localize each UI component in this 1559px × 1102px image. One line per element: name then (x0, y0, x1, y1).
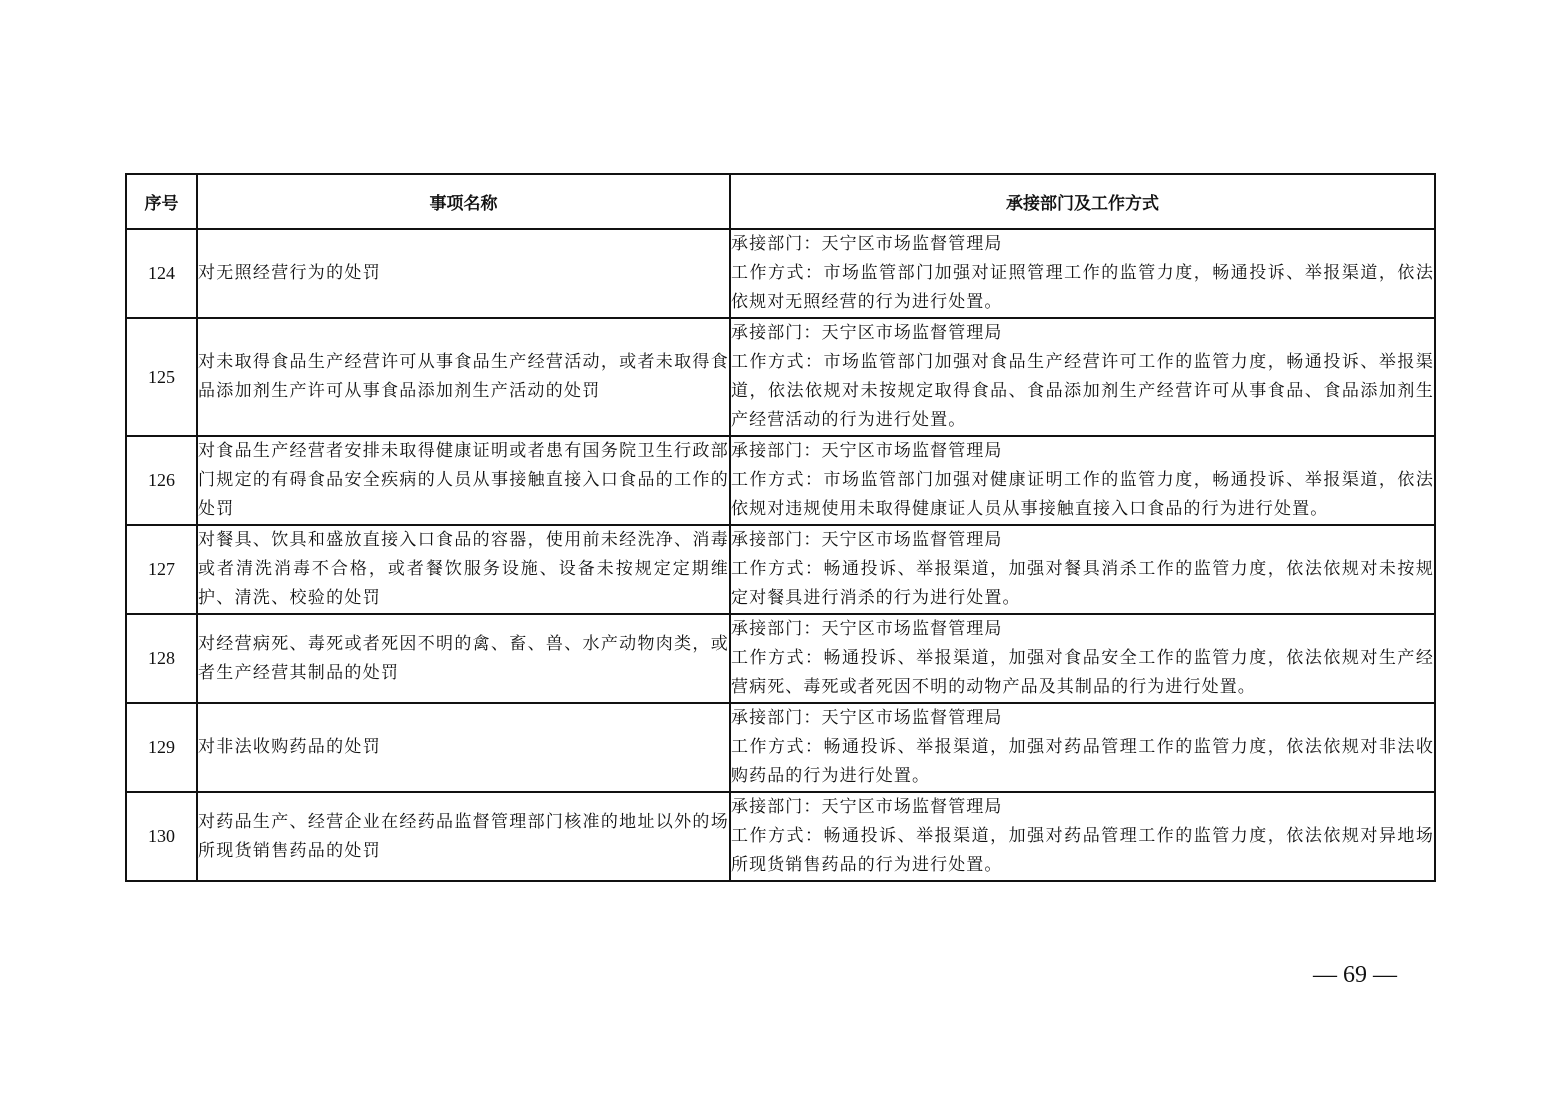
row-dept: 承接部门：天宁区市场监督管理局 (731, 530, 1003, 550)
table-row (126, 229, 1435, 318)
row-dept: 承接部门：天宁区市场监督管理局 (731, 323, 1003, 343)
table-row (126, 436, 1435, 525)
header-num: 序号 (126, 174, 197, 229)
table-row (126, 318, 1435, 436)
row-dept-cell (730, 614, 1435, 703)
table-row (126, 614, 1435, 703)
table-row (126, 525, 1435, 614)
table-row (126, 703, 1435, 792)
row-method: 工作方式：畅通投诉、举报渠道，加强对餐具消杀工作的监管力度，依法依规对未按规定对餐具进行消杀的行为进行处置。 (731, 559, 1434, 608)
row-dept: 承接部门：天宁区市场监督管理局 (731, 234, 1003, 254)
row-method: 工作方式：畅通投诉、举报渠道，加强对药品管理工作的监管力度，依法依规对非法收购药品的行为进行处置。 (731, 737, 1434, 786)
row-method: 工作方式：畅通投诉、举报渠道，加强对药品管理工作的监管力度，依法依规对异地场所现货销售药品的行为进行处置。 (731, 826, 1434, 875)
row-name: 对药品生产、经营企业在经药品监督管理部门核准的地址以外的场所现货销售药品的处罚 (197, 792, 730, 881)
row-num: 128 (126, 614, 197, 703)
items-table (125, 173, 1436, 882)
row-name: 对非法收购药品的处罚 (197, 703, 730, 792)
row-num: 130 (126, 792, 197, 881)
row-method: 工作方式：市场监管部门加强对食品生产经营许可工作的监管力度，畅通投诉、举报渠道，依法依规对未按规定取得食品、食品添加剂生产经营许可从事食品、食品添加剂生产经营活动的行为进行处置。 (731, 352, 1434, 430)
row-dept: 承接部门：天宁区市场监督管理局 (731, 708, 1003, 728)
row-name: 对经营病死、毒死或者死因不明的禽、畜、兽、水产动物肉类，或者生产经营其制品的处罚 (197, 614, 730, 703)
row-method: 工作方式：市场监管部门加强对健康证明工作的监管力度，畅通投诉、举报渠道，依法依规对违规使用未取得健康证人员从事接触直接入口食品的行为进行处置。 (731, 470, 1434, 519)
row-num: 124 (126, 229, 197, 318)
table-header-row (126, 174, 1435, 229)
row-name: 对未取得食品生产经营许可从事食品生产经营活动，或者未取得食品添加剂生产许可从事食品添加剂生产活动的处罚 (197, 318, 730, 436)
table-row (126, 792, 1435, 881)
row-dept-cell (730, 318, 1435, 436)
row-method: 工作方式：畅通投诉、举报渠道，加强对食品安全工作的监管力度，依法依规对生产经营病死、毒死或者死因不明的动物产品及其制品的行为进行处置。 (731, 648, 1434, 697)
header-dept: 承接部门及工作方式 (730, 174, 1435, 229)
row-dept: 承接部门：天宁区市场监督管理局 (731, 797, 1003, 817)
row-dept: 承接部门：天宁区市场监督管理局 (731, 441, 1003, 461)
row-num: 125 (126, 318, 197, 436)
row-dept-cell (730, 525, 1435, 614)
row-dept: 承接部门：天宁区市场监督管理局 (731, 619, 1003, 639)
header-name: 事项名称 (197, 174, 730, 229)
row-dept-cell (730, 792, 1435, 881)
row-num: 127 (126, 525, 197, 614)
row-dept-cell (730, 436, 1435, 525)
row-name: 对餐具、饮具和盛放直接入口食品的容器，使用前未经洗净、消毒或者清洗消毒不合格，或者餐饮服务设施、设备未按规定定期维护、清洗、校验的处罚 (197, 525, 730, 614)
row-name: 对无照经营行为的处罚 (197, 229, 730, 318)
row-dept-cell (730, 229, 1435, 318)
row-num: 129 (126, 703, 197, 792)
row-name: 对食品生产经营者安排未取得健康证明或者患有国务院卫生行政部门规定的有碍食品安全疾病的人员从事接触直接入口食品的工作的处罚 (197, 436, 730, 525)
page-number: — 69 — (1313, 962, 1397, 988)
row-dept-cell (730, 703, 1435, 792)
row-method: 工作方式：市场监管部门加强对证照管理工作的监管力度，畅通投诉、举报渠道，依法依规对无照经营的行为进行处置。 (731, 263, 1434, 312)
row-num: 126 (126, 436, 197, 525)
